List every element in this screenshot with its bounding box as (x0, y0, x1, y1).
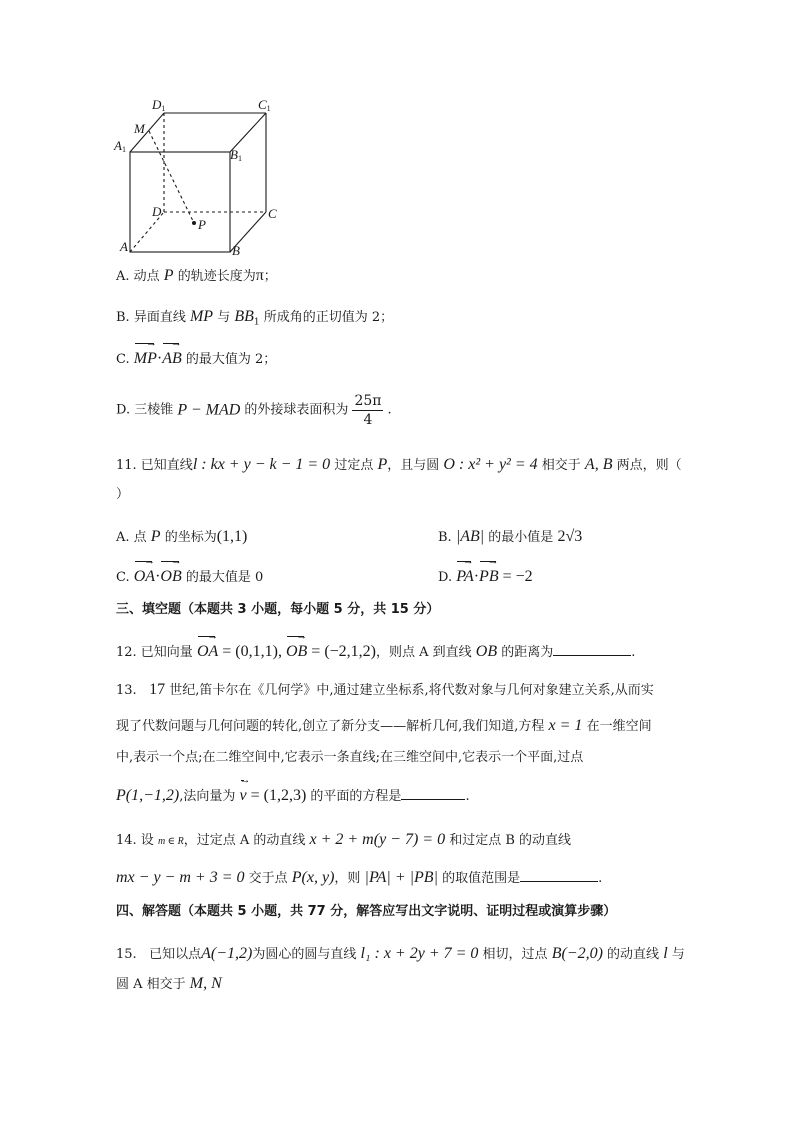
label-p: P (198, 217, 206, 232)
q13-line-1: 13. 17 世纪,笛卡尔在《几何学》中,通过建立坐标系,将代数对象与几何对象建立关系,从而实 (116, 681, 654, 698)
answer-blank[interactable] (520, 869, 598, 882)
q14-line-2: mx − y − m + 3 = 0 交于点 P(x, y)，则 |PA| + |PB| 的取值范围是 . (116, 869, 603, 886)
answer-blank[interactable] (401, 787, 465, 800)
q10-option-d: D. 三棱锥 P − MAD 的外接球表面积为 $\frac{25\pi}{4}$ . (116, 393, 392, 428)
q11-option-a: A. 点 P 的坐标为(1,1) (116, 528, 248, 545)
label-c1: C1 (258, 97, 271, 113)
q10-option-a: A. 动点 P 的轨迹长度为π； (116, 267, 277, 284)
q10-option-b: B. 异面直线 MP 与 $BB_1$ 所成角的正切值为 2； (116, 308, 394, 328)
label-d: D (152, 204, 162, 219)
section-fill-in-heading: 三、填空题（本题共 3 小题，每小题 5 分，共 15 分） (116, 602, 440, 617)
section-answer-heading: 四、解答题（本题共 5 小题，共 77 分，解答应写出文字说明、证明过程或演算步骤） (116, 904, 617, 919)
label-m: M (134, 121, 145, 136)
label-c: C (268, 206, 277, 221)
label-a1: A1 (114, 138, 126, 154)
q13-line-2: 现了代数问题与几何问题的转化,创立了新分支——解析几何,我们知道,方程 x = 1 在一维空间 (116, 717, 652, 734)
answer-blank[interactable] (553, 643, 631, 656)
q13-line-3: 中,表示一个点;在二维空间中,它表示一条直线;在三维空间中,它表示一个平面,过点 (116, 750, 584, 765)
q11-stem: 11. 已知直线l : kx + y − k − 1 = 0 过定点 P，且与圆 O : x² + y² = 4 相交于 A, B 两点，则（ (116, 456, 682, 473)
q14-line-1: 14. 设 m ∈ R，过定点 A 的动直线 x + 2 + m(y − 7) = 0 和过定点 B 的动直线 (116, 831, 572, 848)
q11-option-c: C. → OA·→ OB 的最大值是 0 (116, 567, 263, 588)
label-b: B (232, 243, 240, 258)
q10-option-c: C. → MP·→ AB 的最大值为 2； (116, 349, 276, 370)
label-b1: B1 (230, 147, 242, 163)
q11-option-d: D. → PA·→ PB = −2 (438, 567, 533, 588)
cube-figure (110, 95, 290, 260)
point-p (192, 221, 196, 225)
q15-line-1: 15. 已知以点A(−1,2)为圆心的圆与直线 l₁ : x + 2y + 7 = 0 相切，过点 B(−2,0) 的动直线 l 与 (116, 945, 685, 962)
q11-option-b: B. |AB| 的最小值是 2√3 (438, 528, 583, 545)
q13-line-4: P(1,−1,2),法向量为 → v = (1,2,3) 的平面的方程是 . (116, 786, 470, 807)
q11-stem-close: ） (116, 487, 130, 502)
fraction-25pi-4: $\frac{25\pi}{4}$ (354, 393, 382, 428)
label-a: A (120, 239, 128, 254)
q15-line-2: 圆 A 相交于 M, N (116, 975, 222, 992)
label-d1: D1 (152, 97, 166, 113)
q12: 12. 已知向量 → OA = (0,1,1), → OB = (−2,1,2)，则点 A 到直线 OB 的距离为 . (116, 642, 635, 663)
